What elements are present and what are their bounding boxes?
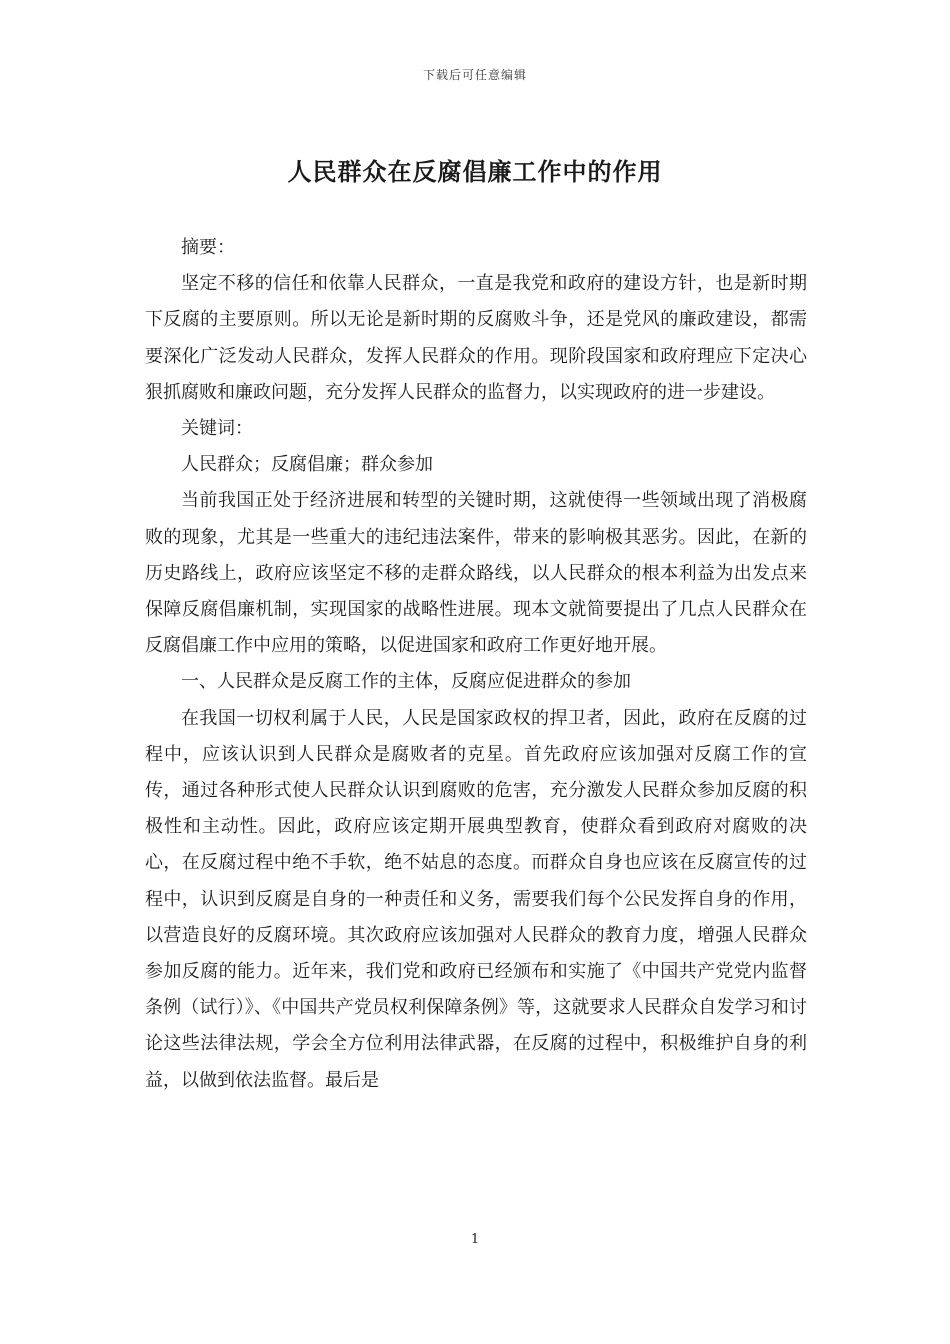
section-heading-1: 一、人民群众是反腐工作的主体，反腐应促进群众的参加 — [181, 671, 631, 693]
intro-paragraph: 当前我国正处于经济进展和转型的关键时期，这就使得一些领域出现了消极腐败的现象，尤其是一些重大的违纪违法案件，带来的影响极其恶劣。因此，在新的历史路线上，政府应该坚定不移的走群众路线，以人民群众的根本利益为出发点来保障反腐倡廉机制，实现国家的战略性进展。现本文就简要提出了几点人民群众在反腐倡廉工作中应用的策略，以促进国家和政府工作更好地开展。 — [145, 490, 807, 657]
page-number: 1 — [470, 1232, 480, 1247]
section-1-paragraph: 在我国一切权利属于人民，人民是国家政权的捍卫者，因此，政府在反腐的过程中，应该认识到人民群众是腐败者的克星。首先政府应该加强对反腐工作的宣传，通过各种形式使人民群众认识到腐败的危害，充分激发人民群众参加反腐的积极性和主动性。因此，政府应该定期开展典型教育，使群众看到政府对腐败的决心，在反腐过程中绝不手软，绝不姑息的态度。而群众自身也应该在反腐宣传的过程中，认识到反腐是自身的一种责任和义务，需要我们每个公民发挥自身的作用，以营造良好的反腐环境。其次政府应该加强对人民群众的教育力度，增强人民群众参加反腐的能力。近年来，我们党和政府已经颁布和实施了《中国共产党党内监督条例（试行）》、《中国共产党员权利保障条例》等，这就要求人民群众自发学习和讨论这些法律法规，学会全方位利用法律武器，在反腐的过程中，积极维护自身的利益，以做到依法监督。最后是 — [145, 707, 807, 1091]
header-note: 下载后可任意编辑 — [422, 68, 527, 82]
abstract-heading: 摘要： — [181, 237, 235, 258]
document-title: 人民群众在反腐倡廉工作中的作用 — [287, 157, 663, 186]
abstract-paragraph: 坚定不移的信任和依靠人民群众，一直是我党和政府的建设方针，也是新时期下反腐的主要原则。所以无论是新时期的反腐败斗争，还是党风的廉政建设，都需要深化广泛发动人民群众，发挥人民群众的作用。现阶段国家和政府理应下定决心狠抓腐败和廉政问题，充分发挥人民群众的监督力，以实现政府的进一步建设。 — [145, 273, 807, 403]
keywords-list: 人民群众；反腐倡廉；群众参加 — [181, 454, 433, 476]
document-body — [145, 230, 807, 1099]
keywords-heading: 关键词： — [181, 418, 253, 440]
